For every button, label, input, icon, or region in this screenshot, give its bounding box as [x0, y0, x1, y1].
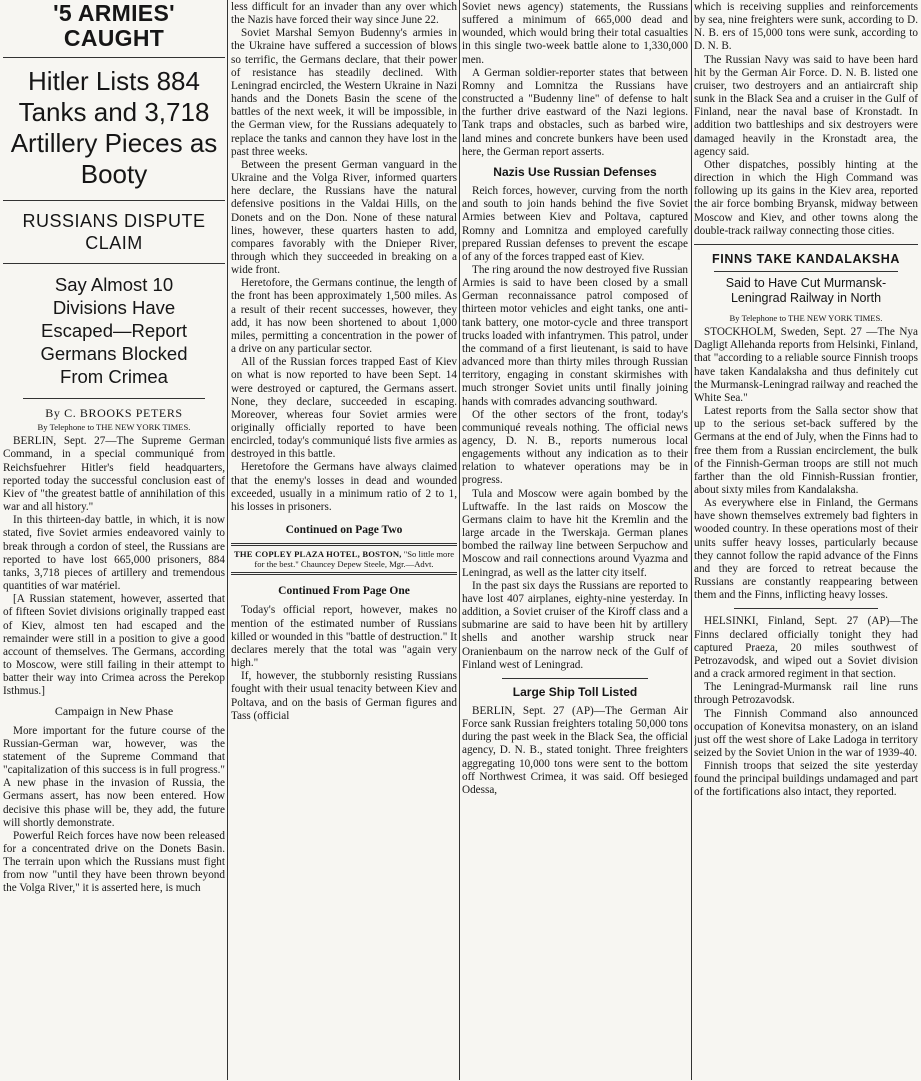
finns-telephone-credit: By Telephone to THE NEW YORK TIMES.: [729, 312, 883, 323]
copley-plaza-ad: [231, 543, 457, 575]
subhead-nazis: Nazis Use Russian Defenses: [493, 164, 657, 179]
paragraph: Latest reports from the Salla sector show that up to the serious set-back suffered by the Germans at the end of July, when the Finns had to free them from a Russian encirclement, the bulk of the Finnish-German troops are still not much farther than the old Finnish-Russian frontier, about sixty miles from Kandalaksha.: [694, 405, 918, 496]
divider: [502, 678, 648, 679]
paragraph: As everywhere else in Finland, the Germans have shown themselves extremely bad fighters in wooded country. In these operations most of their units suffer heavy losses, particularly because they cannot follow the rapid advance of the Finns and they are forced to retreat because the Russians are constantly reappearing between them and the Finns, inflicting heavy losses.: [694, 497, 918, 602]
paragraph: A German soldier-reporter states that between Romny and Lomnitza the Russians have constructed a "Budenny line" of defense to halt the further drive eastward of the Nazi legions. Tank traps and obstacles, such as barbed wire, land mines and concrete bunkers have been used here, the German report asserts.: [462, 66, 688, 158]
paragraph: More important for the future course of the Russian-German war, however, was the statement of the Supreme Command that "capitalization of this success is in full progress." A new phase in the invasion of Russia, the Germans assert, has now been entered. How decisive this phase will be, they add, the future will shortly demonstrate.: [3, 724, 225, 829]
deck-3: Say Almost 10 Divisions Have Escaped—Report Germans Blocked From Crimea: [23, 264, 205, 399]
continued-from-page-one: Continued From Page One: [278, 585, 410, 598]
paragraph: All of the Russian forces trapped East of Kiev on what is now reported to have been Sept. 14 were destroyed or captured, the Germans assert. None, they declare, succeeded in escaping. Moreover, whereas four Soviet armies were originally officially reported to have been encircled, today's communiqué lists five armies as destroyed in this battle.: [231, 356, 457, 461]
paragraph: In the past six days the Russians are reported to have lost 407 airplanes, eighty-nine yesterday. In addition, a Soviet cruiser of the Kiroff class and a submarine are said to have been hit by artillery shells and another warship struck near Oranienbaum on the narrow neck of the Gulf of Finland west of Leningrad.: [462, 579, 688, 671]
column-2: [231, 0, 457, 1081]
finns-deck: Said to Have Cut Murmansk-Leningrad Railway in North: [714, 271, 898, 306]
paragraph: less difficult for an invader than any over which the Nazis have forced their way since June 22.: [231, 1, 457, 27]
finns-headline-block: [694, 244, 918, 306]
paragraph: The Finnish Command also announced occupation of Konevitsa monastery, on an island just off the west shore of Lake Ladoga in territory seized by the Soviet Union in the war of 1939-40.: [694, 707, 918, 759]
paragraph: Soviet news agency) statements, the Russians suffered a minimum of 665,000 dead and wounded, which would bring their total casualties in this single two-week battle alone to 1,330,000 men.: [462, 1, 688, 66]
paragraph: Reich forces, however, curving from the north and south to join hands behind the five Soviet Armies between Kiev and Poltava, captured Romny and Lomnitza and employed carefully prepared Russian defenses to prevent the escape of any of the forces trapped east of Kiev.: [462, 185, 688, 263]
paragraph: In this thirteen-day battle, in which, it is now stated, five Soviet armies endeavored vainly to break through a cordon of steel, the Russians are reported to have lost 665,000 prisoners, 884 tanks, 3,718 pieces of artillery and tremendous quantities of war matériel.: [3, 514, 225, 593]
paragraph: BERLIN, Sept. 27—The Supreme German Command, in a special communiqué from Reichsfuehrer Hitler's field headquarters, reported today the successful conclusion east of Kiev of "the greatest battle of annihilation of this war and all history.": [3, 435, 225, 514]
divider: [734, 608, 878, 609]
headline: '5 ARMIES' CAUGHT: [3, 1, 225, 58]
subhead-campaign: Campaign in New Phase: [54, 704, 174, 719]
continued-on-page-two: Continued on Page Two: [285, 524, 403, 537]
finns-headline: FINNS TAKE KANDALAKSHA: [712, 251, 900, 266]
deck-2: RUSSIANS DISPUTE CLAIM: [3, 201, 225, 264]
subhead-ship: Large Ship Toll Listed: [512, 684, 638, 699]
paragraph: The ring around the now destroyed five Russian Armies is said to have been closed by a small German reconnaissance patrol composed of thirteen motor vehicles and eight tanks, one anti-tank battery, one motor-cycle and three transport trucks loaded with infantrymen. This patrol, under the command of a first lieutenant, is said to have advanced more than thirty miles through Russian territory, engaging in constant skirmishes with much stronger Soviet units until finally joining hands with comrades advancing southward.: [462, 263, 688, 408]
paragraph: The Russian Navy was said to have been hard hit by the German Air Force. D. N. B. listed one cruiser, two destroyers and an antiaircraft ship sunk in the Black Sea and a cruiser in the Gulf of Finland, near the naval base of Kronstadt. In addition two battleships and six destroyers were damaged heavily in the Kronstadt area, the agency said.: [694, 53, 918, 158]
paragraph: If, however, the stubbornly resisting Russians fought with their usual tenacity between Kiev and Poltava, and on the basis of German figures and Tass (official: [231, 670, 457, 722]
paragraph: which is receiving supplies and reinforcements by sea, nine freighters were sunk, according to D. N. B. ers of 15,000 tons were sunk, according to D. N. B.: [694, 1, 918, 53]
paragraph: HELSINKI, Finland, Sept. 27 (AP)—The Finns declared officially tonight they had captured Praeza, 20 miles southwest of Petrozavodsk, and wiped out a Soviet division and a crack armored regiment in that section.: [694, 615, 918, 681]
deck-1: Hitler Lists 884 Tanks and 3,718 Artillery Pieces as Booty: [3, 58, 225, 201]
paragraph: BERLIN, Sept. 27 (AP)—The German Air Force sank Russian freighters totaling 50,000 tons during the past week in the Black Sea, the official agency, D. N. B., stated tonight. Three freighters aggregating 10,000 tons were sent to the bottom off Northwest Crimea, it was said. Off besieged Odessa,: [462, 704, 688, 796]
paragraph: Powerful Reich forces have now been released for a concentrated drive on the Donets Basin. The terrain upon which the Russians must fight from now "until they have been thrown beyond the Volga River," it is asserted here, is much: [3, 829, 225, 895]
column-rule: [691, 0, 692, 1080]
ad-text: "So little more for the best." Chauncey Depew Steele, Mgr.—Advt.: [254, 549, 455, 570]
column-4: [694, 0, 918, 1081]
paragraph: Of the other sectors of the front, today's communiqué reveals nothing. The official news agency, D. N. B., reports numerous local engagements without any indication as to their relation to whatever operations may be in progress.: [462, 408, 688, 487]
column-1: [3, 0, 225, 1081]
column-rule: [227, 0, 228, 1080]
paragraph: Today's official report, however, makes no mention of the estimated number of Russians killed or wounded in this "battle of destruction." It declares merely that the total was "again very high.": [231, 604, 457, 670]
telephone-credit: By Telephone to THE NEW YORK TIMES.: [37, 422, 191, 433]
column-rule: [459, 0, 460, 1080]
paragraph: [A Russian statement, however, asserted that of fifteen Soviet divisions originally trapped east of Kiev, almost ten had escaped and the remainder were still in a position to give a good account of themselves. The Germans, according to Moscow, were still failing in their attempt to batter their way into Crimea across the Perekop Isthmus.]: [3, 593, 225, 698]
paragraph: STOCKHOLM, Sweden, Sept. 27 —The Nya Dagligt Allehanda reports from Helsinki, Finland, that "according to a reliable source Finnish troops have taken Kandalaksha and thus definitely cut the Murmansk-Leningrad railway and reached the White Sea.": [694, 326, 918, 404]
byline: By C. BROOKS PETERS: [45, 406, 183, 420]
paragraph: Soviet Marshal Semyon Budenny's armies in the Ukraine have suffered a succession of blows so terrific, the Germans declare, that their power of resistance has steadily declined. With Leningrad encircled, the Western Ukraine in Nazi hands and the Donets Basin the scene of the battles of the next week, it will be impossible, in the German view, for the Russians adequately to replace the tanks and cannon they have lost in the past three weeks.: [231, 27, 457, 158]
ad-name: THE COPLEY PLAZA HOTEL, BOSTON,: [233, 549, 402, 560]
paragraph: The Leningrad-Murmansk rail line runs through Petrozavodsk.: [694, 681, 918, 707]
paragraph: Heretofore the Germans have always claimed that the enemy's losses in dead and wounded exceeded, usually in a minimum ratio of 2 to 1, his losses in prisoners.: [231, 461, 457, 513]
paragraph: Finnish troops that seized the site yesterday found the principal buildings undamaged and part of the fortifications also intact, they reported.: [694, 760, 918, 799]
paragraph: Between the present German vanguard in the Ukraine and the Volga River, informed quarters here declare, the Russians have the natural defensive positions in the Valdai Hills, on the Donets and on the Don. None of these natural lines, however, these quarters hasten to add, compares favorably with the Dnieper River, through which they succeeded in breaking on a wide front.: [231, 158, 457, 277]
paragraph: Other dispatches, possibly hinting at the direction in which the High Command was following up its gains in the Kiev area, reported the air force bombing Bryansk, midway between Moscow and Kiev, and other towns along the double-track railway connecting those cities.: [694, 158, 918, 237]
column-3: [462, 0, 688, 1081]
paragraph: Tula and Moscow were again bombed by the Luftwaffe. In the last raids on Moscow the Germans claim to have hit the Kremlin and the large arcade in the Twerskaja. German planes bombed the railway line between Serpuchow and Moscow and rail connections around Vyazma and Leningrad, as well as the latter city itself.: [462, 487, 688, 579]
paragraph: Heretofore, the Germans continue, the length of the front has been approximately 1,500 miles. As a result of their recent successes, however, they add, it has now been shortened to about 1,000 miles, permitting a concentration in the power of a drive on any particular sector.: [231, 277, 457, 356]
